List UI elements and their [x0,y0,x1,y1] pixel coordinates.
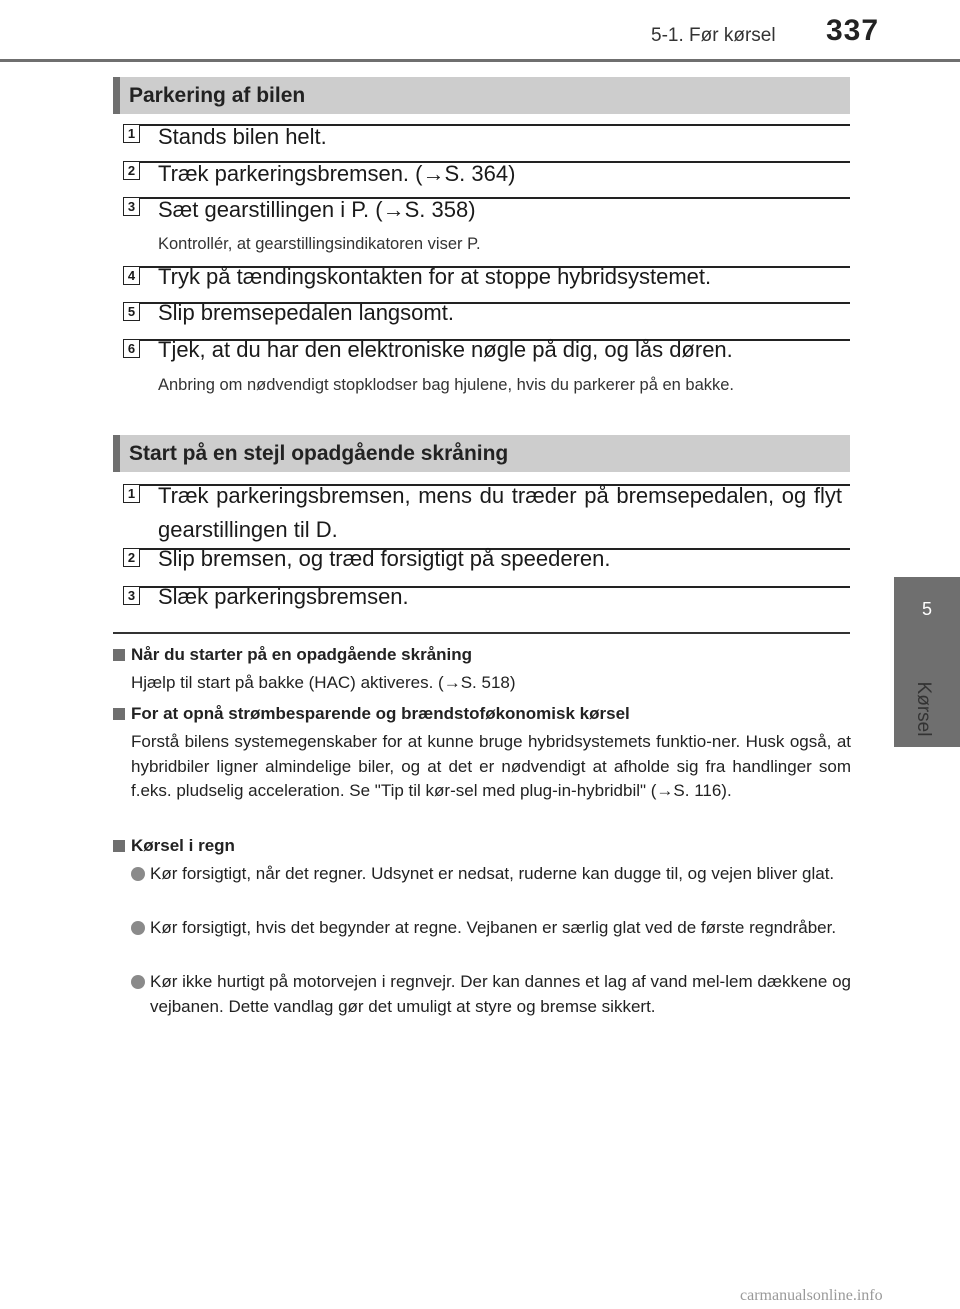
step-text: Træk parkeringsbremsen, mens du træder på bremsepedalen, og flyt gearstillingen til D. [158,483,842,542]
chapter-tab-label: Kørsel [913,681,934,737]
section-header-parking [113,77,850,114]
step-text: Slip bremsen, og træd forsigtigt på speederen. [158,546,611,571]
bullet-text: Kør forsigtigt, når det regner. Udsynet er nedsat, ruderne kan dugge til, og vejen bliver glat. [150,864,835,883]
info-heading [113,836,235,856]
step-number: 1 [123,124,140,143]
page-header [0,0,960,62]
page-number: 337 [826,14,880,47]
watermark: carmanualsonline.info [740,1287,883,1304]
info-heading-text: Kørsel i regn [131,836,235,855]
step-text: Tjek, at du har den elektroniske nøgle på dig, og lås døren. [158,337,733,362]
bullet-item [131,916,851,941]
chapter-tab-number: 5 [921,599,932,619]
info-heading-text: For at opnå strømbesparende og brændstoføkonomisk kørsel [131,704,630,723]
square-bullet-icon [113,708,125,720]
section-header-bar [113,435,120,472]
section-header-bar [113,77,120,114]
circle-bullet-icon [131,921,145,935]
step-text: Slæk parkeringsbremsen. [158,584,409,609]
step-text: Slip bremsepedalen langsomt. [158,300,454,325]
step-number: 5 [123,302,140,321]
step-text: Træk parkeringsbremsen. (→S. 364) [158,161,516,186]
chapter-title: 5-1. Før kørsel [651,25,776,46]
chapter-tab-label-box [903,670,943,750]
section-title: Parkering af bilen [129,84,306,107]
step-text: Tryk på tændingskontakten for at stoppe hybridsystemet. [158,264,712,289]
bullet-text: Kør ikke hurtigt på motorvejen i regnvejr. Der kan dannes et lag af vand mel-lem dækkene og vejbanen. Dette vandlag gør det umuligt at styre og bremse sikkert. [150,972,851,1016]
bullet-item [131,862,851,887]
step-number: 4 [123,266,140,285]
info-body: Hjælp til start på bakke (HAC) aktiveres. (→S. 518) [131,673,516,692]
header-rule [0,59,960,62]
square-bullet-icon [113,840,125,852]
section-title: Start på en stejl opadgående skråning [129,442,509,465]
info-body: Forstå bilens systemegenskaber for at kunne bruge hybridsystemets funktio-ner. Husk også, at hybridbiler ligner almindelige biler, og at det er nødvendigt at afholde sig fra handlinger som f.eks. pludselig acceleration. Se "Tip til kør-sel med plug-in-hybridbil" (→S. 116). [131,732,851,800]
info-heading [113,645,472,665]
circle-bullet-icon [131,867,145,881]
info-divider [113,632,850,634]
circle-bullet-icon [131,975,145,989]
step-number: 3 [123,586,140,605]
section-header-hill-start [113,435,850,472]
step-number: 1 [123,484,140,503]
step-number: 3 [123,197,140,216]
bullet-item [131,970,851,1019]
step-note: Anbring om nødvendigt stopklodser bag hjulene, hvis du parkerer på en bakke. [158,376,735,394]
info-heading-text: Når du starter på en opadgående skråning [131,645,473,664]
step-number: 6 [123,339,140,358]
bullet-text: Kør forsigtigt, hvis det begynder at regne. Vejbanen er særlig glat ved de første regndråber. [150,918,837,937]
step-number: 2 [123,548,140,567]
step-text: Stands bilen helt. [158,124,327,149]
step-note: Kontrollér, at gearstillingsindikatoren viser P. [158,235,481,253]
step-text: Sæt gearstillingen i P. (→S. 358) [158,197,476,222]
step-number: 2 [123,161,140,180]
square-bullet-icon [113,649,125,661]
info-heading [113,704,630,724]
